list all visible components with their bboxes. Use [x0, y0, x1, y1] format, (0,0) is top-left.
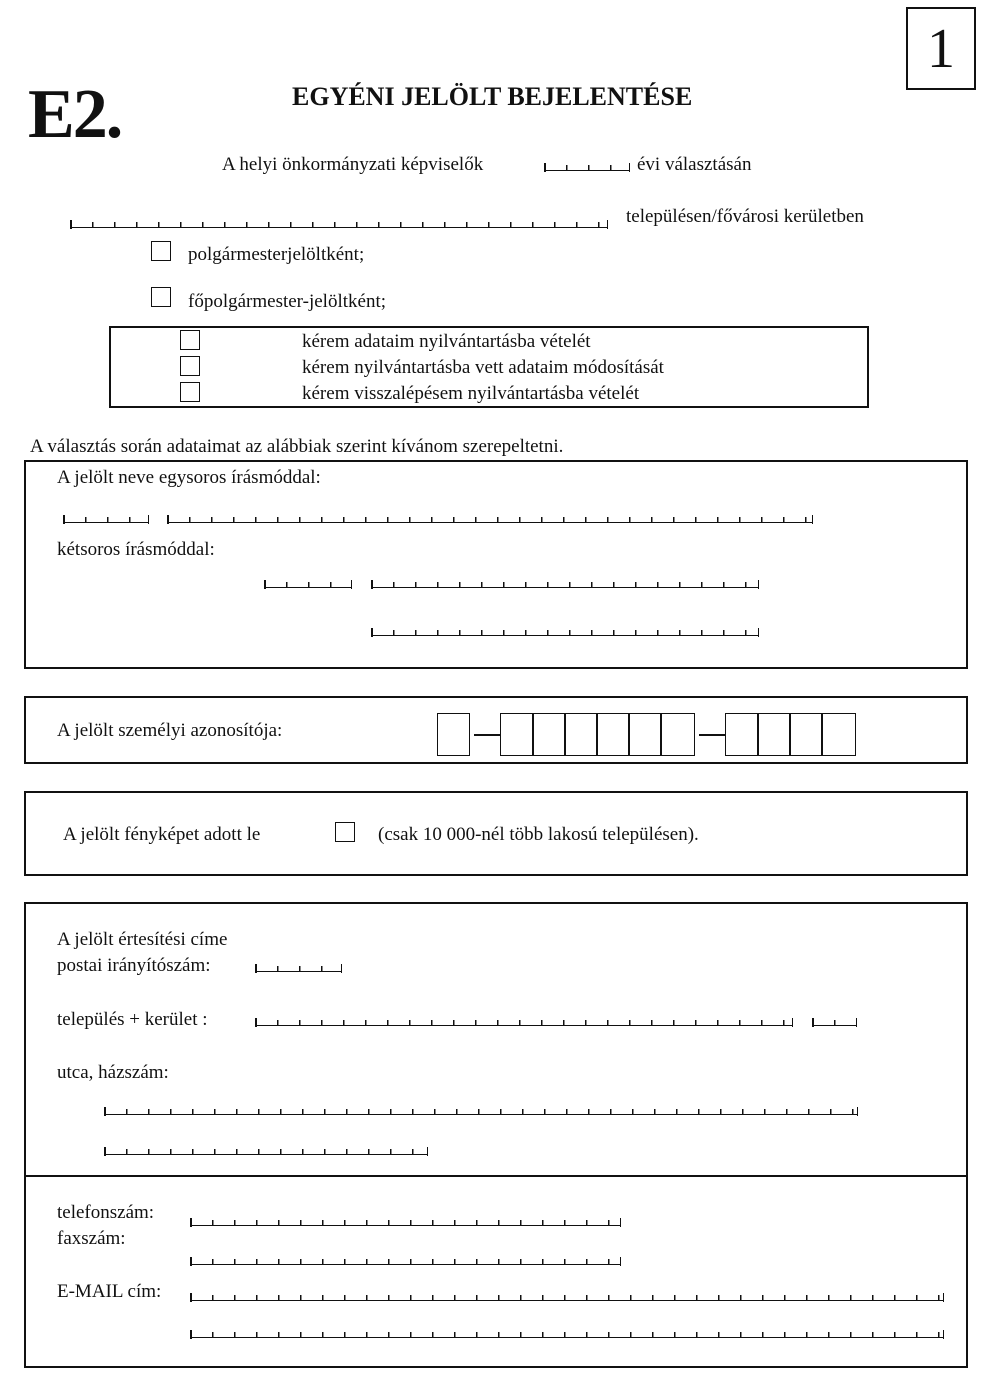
phone-field[interactable] — [190, 1218, 621, 1226]
registry-modify-label: kérem nyilvántartásba vett adataim módosítását — [302, 357, 664, 378]
id-separator-1 — [474, 734, 500, 736]
locality-field[interactable] — [70, 220, 608, 228]
address-district-field[interactable] — [812, 1018, 857, 1026]
single-line-name-field[interactable] — [167, 515, 813, 523]
form-code: E2. — [28, 76, 122, 153]
email-label: E-MAIL cím: — [57, 1281, 162, 1302]
street-field-2[interactable] — [104, 1147, 428, 1155]
locality-label: településen/fővárosi kerületben — [626, 206, 864, 227]
id-digit-10[interactable] — [789, 713, 823, 756]
id-digit-4[interactable] — [564, 713, 598, 756]
id-digit-8[interactable] — [725, 713, 759, 756]
mayor-candidate-label: polgármesterjelöltként; — [188, 244, 365, 265]
id-separator-2 — [699, 734, 725, 736]
street-label: utca, házszám: — [57, 1062, 169, 1083]
email-field-2[interactable] — [190, 1330, 944, 1338]
lord-mayor-candidate-label: főpolgármester-jelöltként; — [188, 291, 386, 312]
photo-checkbox[interactable] — [335, 822, 355, 842]
single-line-title-field[interactable] — [63, 515, 149, 523]
name-section-box — [24, 460, 968, 669]
registry-withdraw-label: kérem visszalépésem nyilvántartásba vételét — [302, 383, 640, 404]
double-line-label: kétsoros írásmóddal: — [57, 539, 215, 560]
id-digit-2[interactable] — [500, 713, 534, 756]
double-line-name-field-2[interactable] — [371, 628, 759, 636]
page-number-box — [906, 7, 976, 90]
address-title: A jelölt értesítési címe — [57, 929, 228, 950]
lord-mayor-candidate-checkbox[interactable] — [151, 287, 171, 307]
phone-label: telefonszám: — [57, 1202, 155, 1223]
form-title: EGYÉNI JELÖLT BEJELENTÉSE — [292, 82, 693, 111]
year-field[interactable] — [544, 163, 630, 171]
subtitle-after: évi választásán — [637, 154, 752, 175]
id-digit-3[interactable] — [532, 713, 566, 756]
fax-field[interactable] — [190, 1257, 621, 1265]
id-digit-11[interactable] — [821, 713, 856, 756]
fax-label: faxszám: — [57, 1228, 126, 1249]
subtitle-before: A helyi önkormányzati képviselők — [222, 154, 484, 175]
address-locality-field[interactable] — [255, 1018, 793, 1026]
address-locality-label: település + kerület : — [57, 1009, 208, 1030]
registry-new-label: kérem adataim nyilvántartásba vételét — [302, 331, 591, 352]
double-line-name-field-1[interactable] — [371, 580, 759, 588]
street-field-1[interactable] — [104, 1107, 858, 1115]
registry-new-checkbox[interactable] — [180, 330, 200, 350]
email-field-1[interactable] — [190, 1293, 944, 1301]
postal-code-label: postai irányítószám: — [57, 955, 211, 976]
mayor-candidate-checkbox[interactable] — [151, 241, 171, 261]
id-label: A jelölt személyi azonosítója: — [57, 720, 283, 741]
id-digit-5[interactable] — [596, 713, 630, 756]
page-number: 1 — [927, 18, 955, 80]
address-contact-divider — [24, 1175, 968, 1177]
postal-code-field[interactable] — [255, 964, 342, 972]
photo-note: (csak 10 000-nél több lakosú településen). — [378, 824, 699, 845]
single-line-label: A jelölt neve egysoros írásmóddal: — [57, 467, 321, 488]
double-line-title-field[interactable] — [264, 580, 352, 588]
registry-modify-checkbox[interactable] — [180, 356, 200, 376]
name-intro: A választás során adataimat az alábbiak szerint kívánom szerepeltetni. — [30, 436, 564, 457]
photo-label: A jelölt fényképet adott le — [63, 824, 261, 845]
id-digit-7[interactable] — [660, 713, 695, 756]
id-digit-1[interactable] — [437, 713, 470, 756]
id-digit-6[interactable] — [628, 713, 662, 756]
id-digit-9[interactable] — [757, 713, 791, 756]
registry-withdraw-checkbox[interactable] — [180, 382, 200, 402]
